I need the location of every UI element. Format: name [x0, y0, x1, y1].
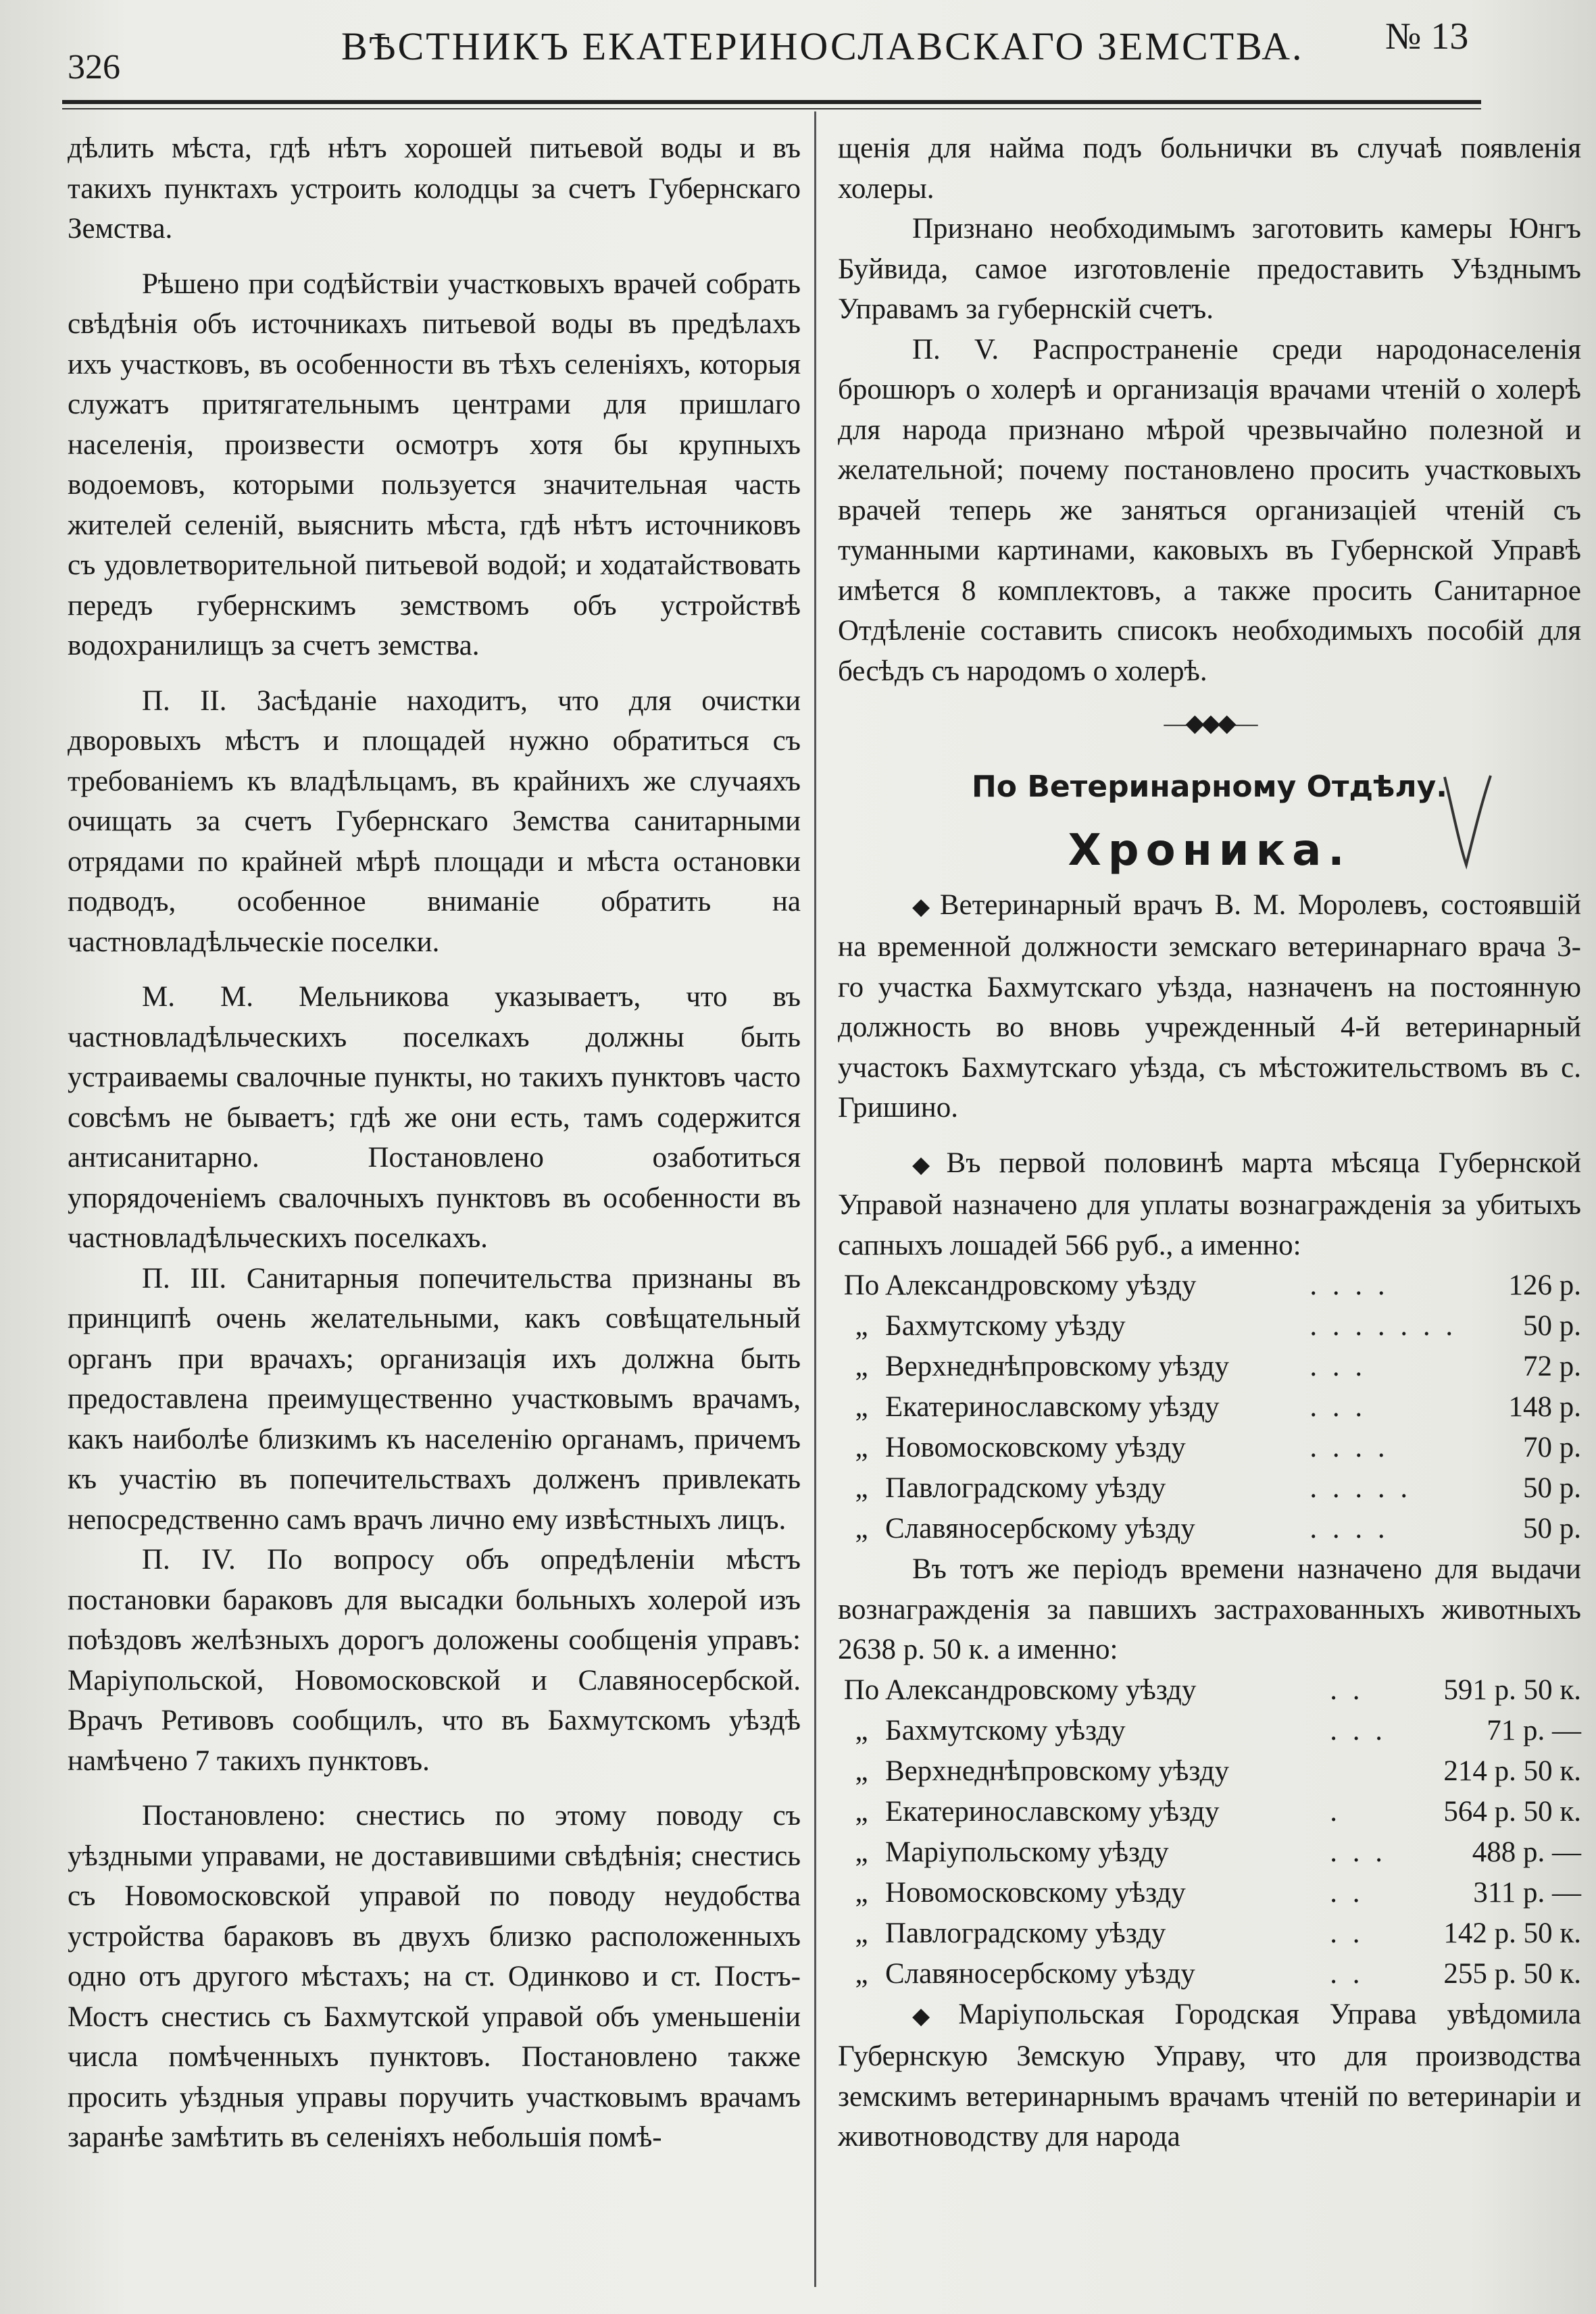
payment-amount: 255 р. 50 к. — [1443, 1957, 1581, 1990]
leader-dots: . . — [1330, 1674, 1364, 1706]
payment-amount: 126 р. — [1508, 1269, 1581, 1301]
leader-dots: . . . — [1330, 1836, 1387, 1868]
payment-row — [838, 1751, 1581, 1792]
payment-row — [838, 1509, 1581, 1549]
paragraph: П. II. Засѣданіе находитъ, что для очистки дворовыхъ мѣстъ и площадей нужно обратиться съ требованіемъ къ владѣльцамъ, въ крайнихъ же случаяхъ очищать за счетъ Губернскаго Земства санитарными отрядами по крайней мѣрѣ площади и мѣста остановки подводъ, особенное вниманіе обратить на частновладѣльческіе поселки. — [68, 684, 801, 958]
payment-amount: 50 р. — [1523, 1310, 1581, 1342]
issue-number: № 13 — [1385, 16, 1469, 57]
leader-dots: . . . — [1310, 1351, 1367, 1382]
row-prefix: „ — [855, 1391, 868, 1423]
paragraph: П. V. Распространеніе среди народонаселенія брошюръ о холерѣ и организація врачами чтеній о холерѣ для народа признано мѣрой чрезвычайно полезной и желательной; почему постановлено просить участковыхъ врачей теперь же заняться организацiей чтеній съ туманными картинами, каковыхъ въ Губернской Управѣ имѣется 8 комплектовъ, а также просить Санитарное Отдѣленіе составить списокъ необходимыхъ пособій для бесѣдъ съ народомъ о холерѣ. — [838, 333, 1581, 687]
payment-amount: 214 р. 50 к. — [1443, 1755, 1581, 1787]
payment-amount: 142 р. 50 к. — [1443, 1917, 1581, 1949]
payment-row — [838, 1468, 1581, 1509]
district-name: Александровскому уѣзду — [885, 1674, 1197, 1706]
district-name: Александровскому уѣзду — [885, 1269, 1197, 1301]
district-name: Павлоградскому уѣзду — [885, 1917, 1166, 1949]
handwritten-check-mark — [1439, 770, 1493, 872]
news-item — [838, 1143, 1581, 1266]
payment-amount: 72 р. — [1523, 1351, 1581, 1382]
leader-dots: . . . — [1330, 1714, 1387, 1746]
payment-row — [838, 1347, 1581, 1387]
payment-amount: 591 р. 50 к. — [1443, 1674, 1581, 1706]
payment-amount: 70 р. — [1523, 1432, 1581, 1463]
payment-row — [838, 1873, 1581, 1913]
diamond-bullet-icon: ◆ — [912, 894, 934, 920]
payment-list-horses — [838, 1265, 1581, 1549]
paragraph: щенія для найма подъ больнички въ случаѣ появленія холеры. — [838, 132, 1581, 205]
district-name: Павлоградскому уѣзду — [885, 1472, 1166, 1504]
column-divider — [814, 111, 816, 2287]
payment-row — [838, 1954, 1581, 1994]
row-prefix: „ — [855, 1917, 868, 1949]
payment-row — [838, 1428, 1581, 1468]
payment-amount: 311 р. — — [1473, 1876, 1581, 1909]
district-name: Маріупольскому уѣзду — [885, 1836, 1169, 1868]
payment-row — [838, 1711, 1581, 1751]
paragraph: Рѣшено при содѣйствіи участковыхъ врачей собрать свѣдѣнія объ источникахъ питьевой воды въ предѣлахъ ихъ участковъ, въ особенности въ тѣхъ селеніяхъ, которыя служатъ притягательнымъ центрами для пришлаго населенія, произвести осмотръ хотя бы крупныхъ водоемовъ, которыми пользуется значительная часть жителей селеній, выяснить мѣста, гдѣ нѣтъ источниковъ съ удовлетворительной питьевой водой; и ходатайствовать передъ губернскимъ земствомъ объ устройствѣ водохранилищъ за счетъ земства. — [68, 268, 801, 661]
leader-dots: . . — [1330, 1957, 1364, 1990]
leader-dots: . . — [1330, 1917, 1364, 1949]
paragraph: Признано необходимымъ заготовить камеры Юнгъ Буйвида, самое изготовленіе предоставить Уѣзднымъ Управамъ за губернскій счетъ. — [838, 213, 1581, 325]
leader-dots: . . . . . . . — [1310, 1310, 1457, 1342]
payment-amount: 488 р. — — [1472, 1836, 1581, 1868]
district-name: Бахмутскому уѣзду — [885, 1310, 1126, 1342]
news-item-text: Ветеринарный врачъ В. М. Моролевъ, состоявшій на временной должности земскаго ветеринарнаго врача 3-го участка Бахмутскаго уѣзда, назначенъ на постоянную должность во вновь учрежденный 4-й ветеринарный участокъ Бахмутскаго уѣзда, съ мѣстожительствомъ въ с. Гришино. — [838, 888, 1581, 1124]
news-item — [838, 1994, 1581, 2157]
row-prefix: „ — [855, 1432, 868, 1463]
payment-amount: 564 р. 50 к. — [1443, 1795, 1581, 1828]
section-heading: По Ветеринарному Отдѣлу. — [971, 769, 1448, 804]
payment-row — [838, 1670, 1581, 1711]
payment-row — [838, 1832, 1581, 1873]
row-prefix: По — [843, 1269, 880, 1301]
payment-row — [838, 1387, 1581, 1428]
payment-amount: 50 р. — [1523, 1513, 1581, 1544]
row-prefix: По — [843, 1674, 880, 1706]
row-prefix: „ — [855, 1513, 868, 1544]
paragraph: Постановлено: снестись по этому поводу съ уѣздными управами, не доставившими свѣдѣнія; снестись съ Новомосковской управой по поводу неудобства устройства бараковъ въ двухъ близко расположенныхъ одно отъ другого мѣстахъ; на ст. Одинково и ст. Постъ-Мостъ снестись съ Бахмутской управой объ уменьшеніи числа помѣченныхъ пунктовъ. Постановлено также просить уѣздныя управы поручить участковымъ врачамъ заранѣе замѣтить въ селеніяхъ небольшія помѣ- — [68, 1800, 801, 2153]
news-item — [838, 885, 1581, 1128]
news-item-text: Въ первой половинѣ марта мѣсяца Губернской Управой назначено для уплаты вознагражденія за убитыхъ сапныхъ лошадей 566 руб., а именно: — [838, 1147, 1581, 1261]
district-name: Новомосковскому уѣзду — [885, 1876, 1186, 1909]
payment-amount: 148 р. — [1508, 1391, 1581, 1423]
chronicle-heading: Хроника. — [1068, 826, 1351, 876]
ornament-separator: —◆◆◆— — [1164, 709, 1255, 736]
leader-dots — [1330, 1751, 1403, 1792]
payment-list-insured — [838, 1670, 1581, 1994]
leader-dots: . . — [1330, 1876, 1364, 1909]
diamond-bullet-icon: ◆ — [912, 1152, 941, 1178]
payment-row — [838, 1913, 1581, 1954]
district-name: Верхнеднѣпровскому уѣзду — [885, 1351, 1229, 1382]
paragraph: М. М. Мельникова указываетъ, что въ частновладѣльческихъ поселкахъ должны быть устраиваемы свалочные пункты, но такихъ пунктовъ часто совсѣмъ не бываетъ; гдѣ же они есть, тамъ содержится антисанитарно. Постановлено озаботиться упорядоченіемъ свалочныхъ пунктовъ въ особенности въ частновладѣльческихъ поселкахъ. — [68, 981, 801, 1254]
leader-dots: . . . . . — [1310, 1472, 1412, 1504]
journal-title: ВѢСТНИКЪ ЕКАТЕРИНОСЛАВСКАГО ЗЕМСТВА. — [341, 24, 1304, 68]
right-column — [838, 128, 1581, 2157]
paragraph: П. IV. По вопросу объ опредѣленіи мѣстъ постановки бараковъ для высадки больныхъ холерой изъ поѣздовъ желѣзныхъ дорогъ доложены сообщенія управъ: Маріупольской, Новомосковской и Славяносербской. Врачъ Ретивовъ сообщилъ, что въ Бахмутскомъ уѣздѣ намѣчено 7 такихъ пунктовъ. — [68, 1544, 801, 1777]
news-item-text: Маріупольская Городская Управа увѣдомила Губернскую Земскую Управу, что для производства земскимъ ветеринарнымъ врачамъ чтеній по ветеринаріи и животноводству для народа — [838, 1998, 1581, 2153]
diamond-bullet-icon: ◆ — [912, 2003, 953, 2029]
district-name: Екатеринославскому уѣзду — [885, 1795, 1220, 1828]
row-prefix: „ — [855, 1795, 868, 1828]
row-prefix: „ — [855, 1957, 868, 1990]
district-name: Бахмутскому уѣзду — [885, 1714, 1126, 1746]
row-prefix: „ — [855, 1714, 868, 1746]
row-prefix: „ — [855, 1351, 868, 1382]
leader-dots: . . . — [1310, 1391, 1367, 1423]
left-column — [68, 128, 801, 2158]
row-prefix: „ — [855, 1876, 868, 1909]
payment-amount: 50 р. — [1523, 1472, 1581, 1504]
district-name: Славяносербскому уѣзду — [885, 1513, 1195, 1544]
paragraph: дѣлить мѣста, гдѣ нѣтъ хорошей питьевой воды и въ такихъ пунктахъ устроить колодцы за счетъ Губернскаго Земства. — [68, 132, 801, 245]
row-prefix: „ — [855, 1472, 868, 1504]
payment-row — [838, 1265, 1581, 1306]
leader-dots: . . . . — [1310, 1513, 1389, 1544]
district-name: Новомосковскому уѣзду — [885, 1432, 1186, 1463]
leader-dots: . . . . — [1310, 1269, 1389, 1301]
row-prefix: „ — [855, 1755, 868, 1787]
news-item: Въ тотъ же періодъ времени назначено для выдачи вознагражденія за павшихъ застрахованныхъ животныхъ 2638 р. 50 к. а именно: — [838, 1553, 1581, 1665]
district-name: Екатеринославскому уѣзду — [885, 1391, 1220, 1423]
payment-row — [838, 1792, 1581, 1832]
payment-amount: 71 р. — — [1487, 1714, 1581, 1746]
leader-dots: . . . . — [1310, 1432, 1389, 1463]
page-number: 326 — [68, 48, 120, 86]
district-name: Верхнеднѣпровскому уѣзду — [885, 1755, 1229, 1787]
row-prefix: „ — [855, 1836, 868, 1868]
header-rule-thin — [62, 108, 1481, 109]
row-prefix: „ — [855, 1310, 868, 1342]
payment-row — [838, 1306, 1581, 1347]
district-name: Славяносербскому уѣзду — [885, 1957, 1195, 1990]
header-rule-thick — [62, 100, 1481, 104]
paragraph: П. III. Санитарныя попечительства признаны въ принципѣ очень желательными, какъ совѣщательный органъ при врачахъ; организація ихъ должна быть предоставлена преимущественно участковымъ врачамъ, какъ наиболѣе близкимъ къ населенію органамъ, причемъ къ участію въ попечительствахъ долженъ привлекать непосредственно самъ врачъ лично ему извѣстныхъ лицъ. — [68, 1262, 801, 1536]
leader-dots: . — [1330, 1795, 1342, 1828]
